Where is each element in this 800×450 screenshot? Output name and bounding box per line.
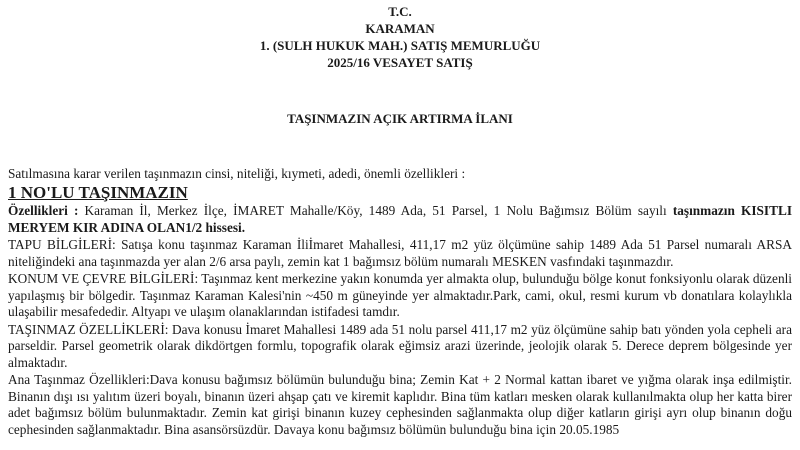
header-line-tc: T.C. (388, 4, 412, 19)
features-label: Özellikleri : (8, 203, 79, 218)
header-line-case: 2025/16 VESAYET SATIŞ (327, 55, 473, 70)
document-header (8, 0, 792, 71)
features-text: Karaman İl, Merkez İlçe, İMARET Mahalle/Köy, 1489 Ada, 51 Parsel, 1 Nolu Bağımsız Bölüm sayılı (78, 203, 673, 218)
property-features-paragraph: TAŞINMAZ ÖZELLİKLERİ: Dava konusu İmaret Mahallesi 1489 ada 51 nolu parsel 411,17 m2 yüz ölçümüne sahip batı yönden yola cepheli ara parseldir. Parsel geometrik olarak dikdörtgen formlu, topografik olarak eğimsiz arazi üzerinde, jeolojik olarak 5. Derece deprem bölgesinde yer almaktadır. (8, 321, 792, 370)
tapu-paragraph: TAPU BİLGİLERİ: Satışa konu taşınmaz Karaman İliİmaret Mahallesi, 411,17 m2 yüz ölçümüne sahip 1489 Ada 51 Parsel numaralı ARSA niteliğindeki ana taşınmazda yer alan 2/6 arsa paylı, zemin kat 1 bağımsız bölüm numaralı MESKEN vasfındaki taşınmazdır. (8, 237, 792, 269)
intro-text: Satılmasına karar verilen taşınmazın cinsi, niteliği, kıymeti, adedi, önemli özellikleri : (8, 166, 466, 181)
features-paragraph (8, 203, 792, 236)
location-paragraph: KONUM VE ÇEVRE BİLGİLERİ: Taşınmaz kent merkezine yakın konumda yer almakta olup, bulunduğu bölge konut fonksiyonlu olarak düzenli yapılaşmış bir bölgedir. Taşınmaz Karaman Kalesi'nin ~450 m güneyinde yer almaktadır.Park, cami, okul, resmi kurum vb donatılara kolaylıkla ulaşabilir mesafededir. Altyapı ve ulaşım olanaklarından istifadesi tamdır. (8, 271, 792, 319)
header-line-office: 1. (SULH HUKUK MAH.) SATIŞ MEMURLUĞU (259, 38, 541, 53)
announcement-title: TAŞINMAZIN AÇIK ARTIRMA İLANI (287, 111, 513, 126)
features-bold-text: taşınmazın KISITLI MERYEM KIR ADINA OLAN1/2 hissesi. (8, 203, 793, 235)
header-line-city: KARAMAN (365, 21, 435, 36)
property-title: 1 NO'LU TAŞINMAZIN (8, 183, 188, 202)
main-property-paragraph: Ana Taşınmaz Özellikleri:Dava konusu bağımsız bölümün bulunduğu bina; Zemin Kat + 2 Normal kattan ibaret ve yığma olarak inşa edilmiştir. Binanın dışı ısı yalıtım üzeri boyalı, binanın üzeri ahşap çatı ve kiremit kaplıdır. Bina tüm katları mesken olarak kullanılmakta olup her katta birer adet bağımsız bölüm bulunmaktadır. Zemin kat girişi binanın kuzey cephesinden sağlanmakta olup diğer katların girişi ayrı olup binanın doğu cephesinden sağlanmaktadır. Bina asansörsüzdür. Davaya konu bağımsız bölümün bulunduğu bina için 20.05.1985 (8, 372, 792, 437)
